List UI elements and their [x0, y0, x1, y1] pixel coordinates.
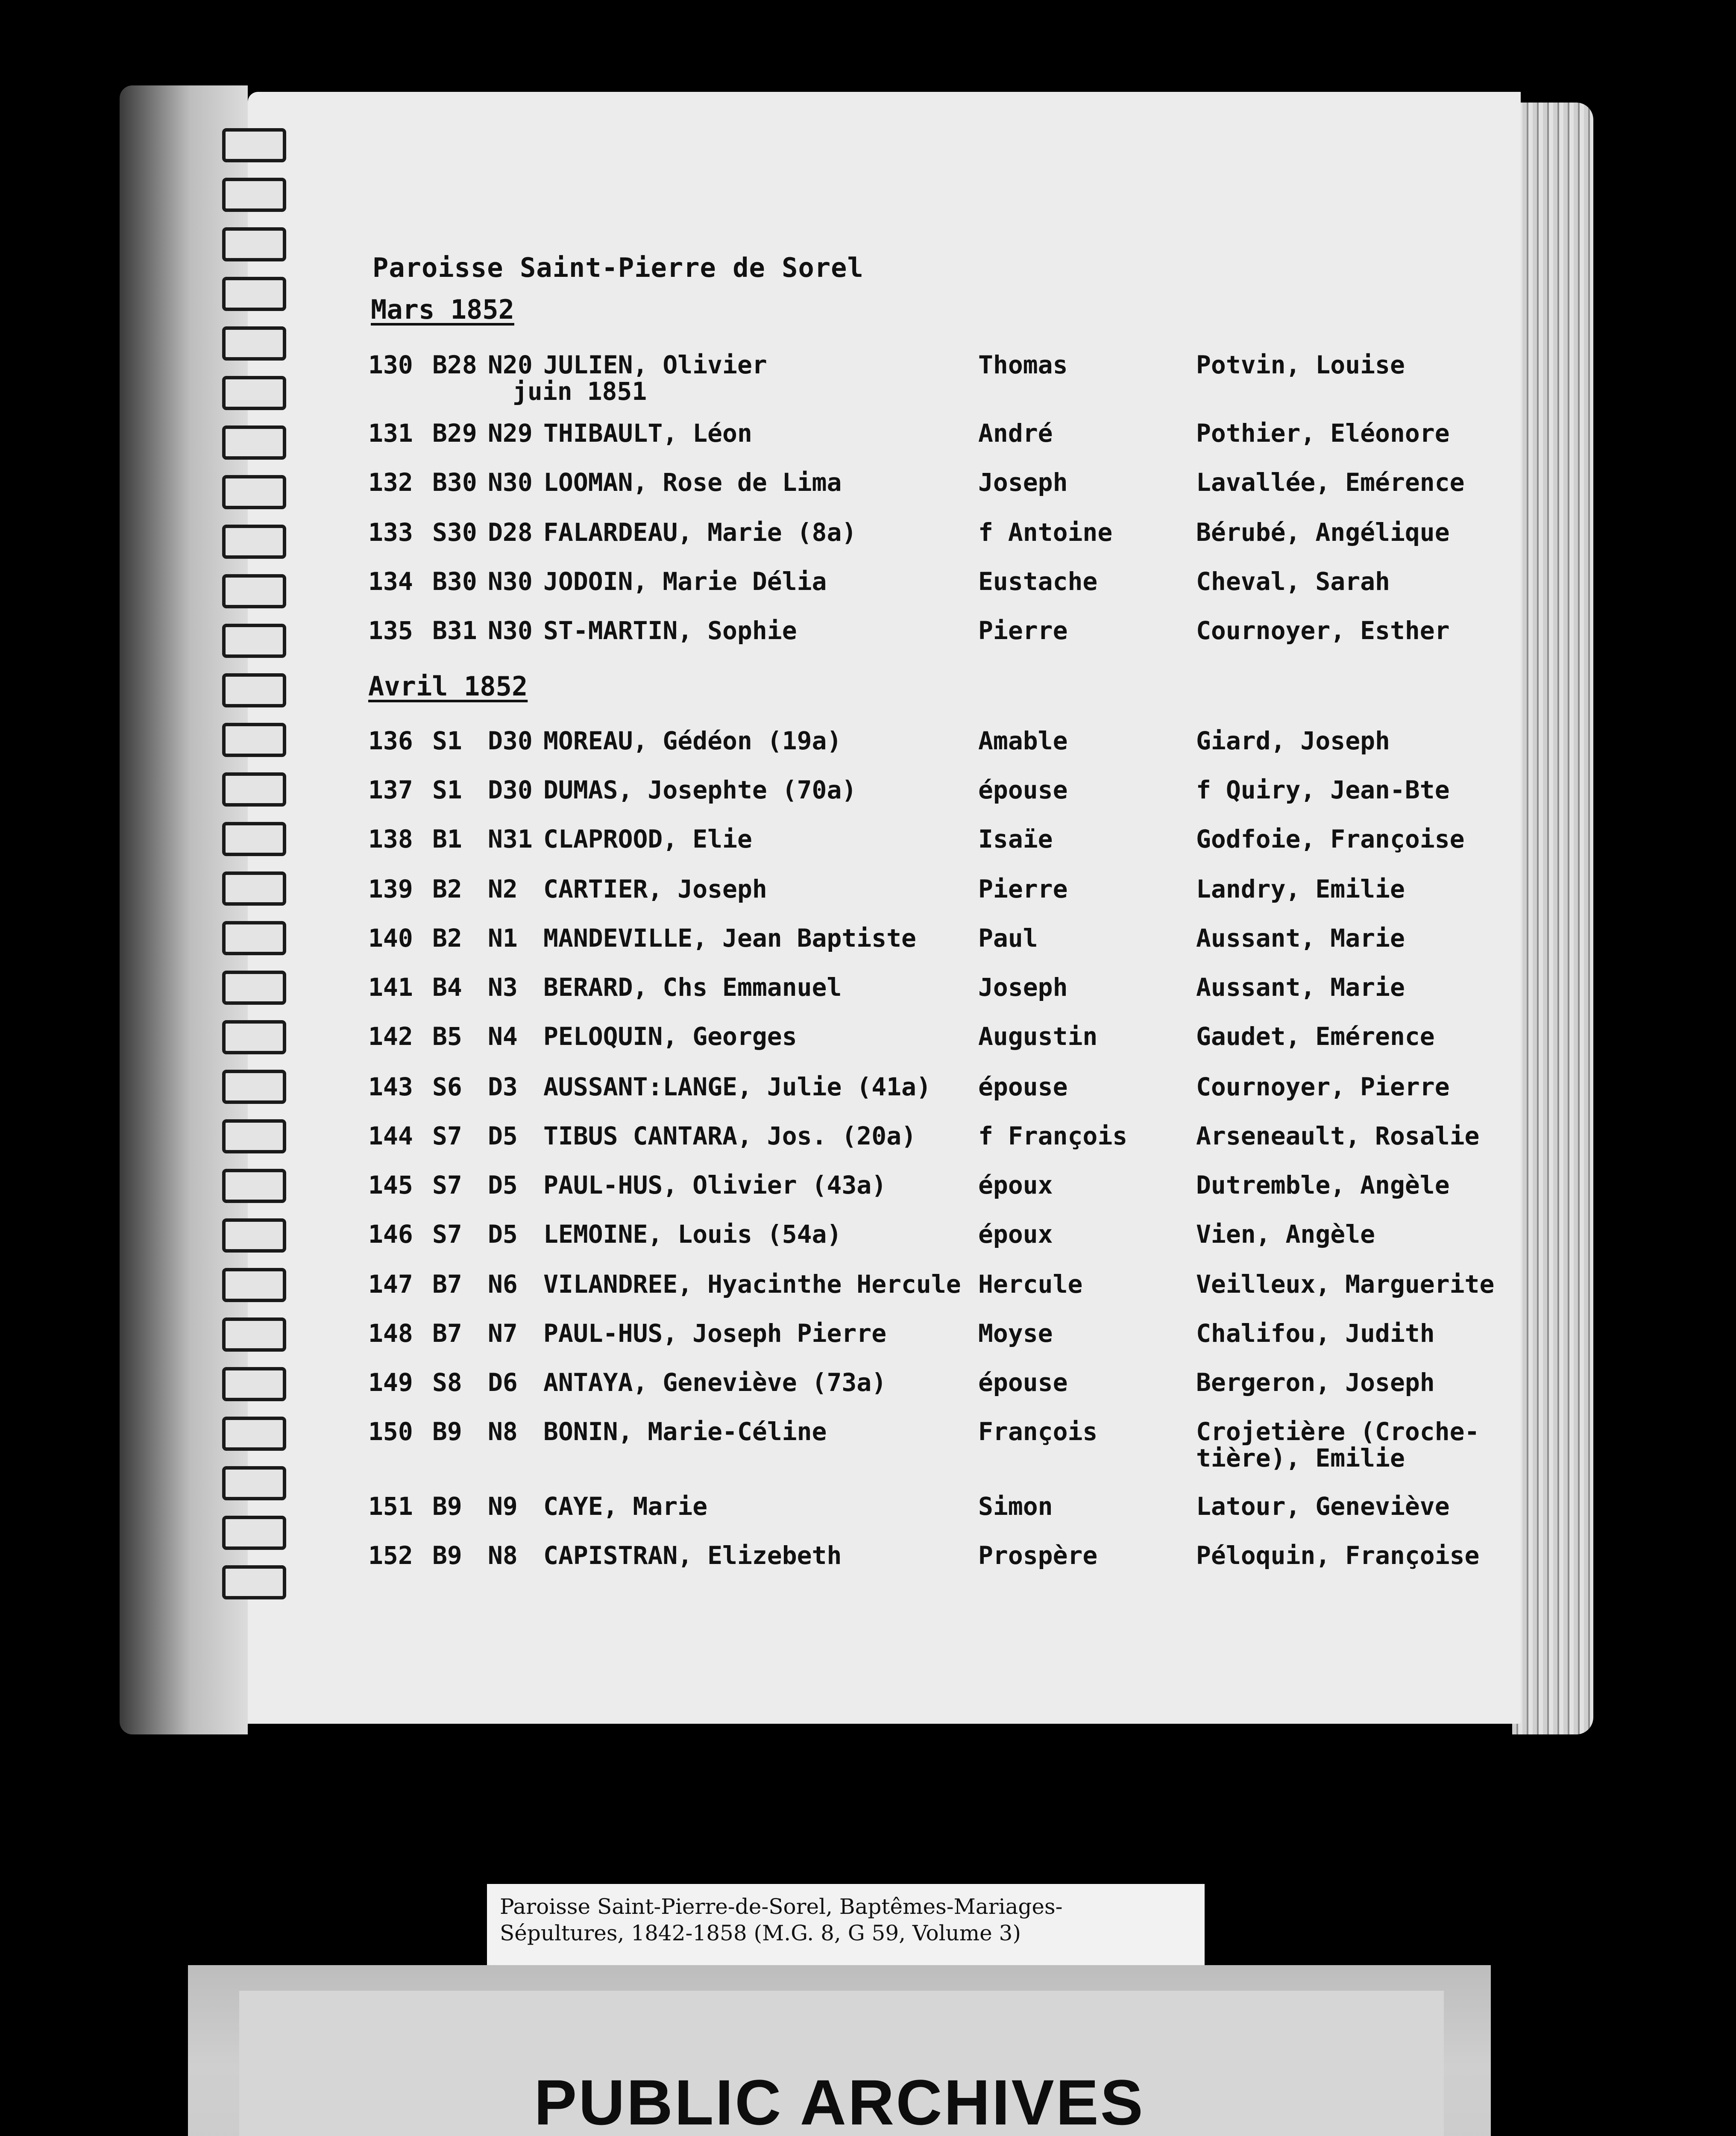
date-code: N30 — [488, 567, 533, 596]
entry-number: 130 — [368, 350, 413, 379]
act-code: S8 — [432, 1368, 462, 1397]
mother-name: Cournoyer, Esther — [1196, 616, 1450, 645]
mother-name: Dutremble, Angèle — [1196, 1171, 1450, 1200]
page-stack-edge — [1512, 103, 1593, 1734]
father-name: Joseph — [978, 973, 1068, 1002]
father-name: Pierre — [978, 616, 1068, 645]
person-name: CAPISTRAN, Elizebeth — [543, 1541, 842, 1570]
date-code: N30 — [488, 468, 533, 497]
person-name: BONIN, Marie-Céline — [543, 1417, 827, 1446]
mother-name: Giard, Joseph — [1196, 726, 1390, 755]
mother-name: f Quiry, Jean-Bte — [1196, 775, 1450, 804]
entry-number: 137 — [368, 775, 413, 804]
binding-ring — [222, 673, 286, 707]
date-code: N30 — [488, 616, 533, 645]
table-row — [0, 874, 1736, 917]
table-row — [0, 726, 1736, 769]
act-code: B31 — [432, 616, 477, 645]
father-name: Thomas — [978, 350, 1068, 379]
date-code: N29 — [488, 419, 533, 448]
act-code: S7 — [432, 1121, 462, 1150]
entry-number: 150 — [368, 1417, 413, 1446]
entry-number: 149 — [368, 1368, 413, 1397]
act-code: B28 — [432, 350, 477, 379]
microfilm-caption — [487, 1884, 1205, 1969]
mother-name: Godfoie, Françoise — [1196, 824, 1465, 854]
entry-number: 142 — [368, 1022, 413, 1051]
entry-number: 143 — [368, 1072, 413, 1101]
table-row — [0, 1022, 1736, 1065]
act-code: S1 — [432, 775, 462, 804]
person-name: CAYE, Marie — [543, 1492, 708, 1521]
banner-line: PUBLIC ARCHIVES — [534, 2066, 1145, 2136]
act-code: B7 — [432, 1270, 462, 1299]
birth-date-note: juin 1851 — [513, 377, 647, 406]
father-name: Pierre — [978, 874, 1068, 904]
act-code: B9 — [432, 1417, 462, 1446]
person-name: ANTAYA, Geneviève (73a) — [543, 1368, 887, 1397]
mother-name: Crojetière (Croche- — [1196, 1417, 1480, 1446]
table-row — [0, 1171, 1736, 1213]
table-row — [0, 1417, 1736, 1460]
act-code: B7 — [432, 1319, 462, 1348]
entry-number: 133 — [368, 518, 413, 547]
father-name: Moyse — [978, 1319, 1053, 1348]
mother-name: Chalifou, Judith — [1196, 1319, 1435, 1348]
person-name: ST-MARTIN, Sophie — [543, 616, 797, 645]
father-name: Paul — [978, 924, 1038, 953]
entry-number: 144 — [368, 1121, 413, 1150]
month-heading: Avril 1852 — [368, 671, 528, 702]
date-code: D3 — [488, 1072, 518, 1101]
archives-banner — [188, 1965, 1491, 2136]
act-code: B1 — [432, 824, 462, 854]
date-code: D30 — [488, 775, 533, 804]
month-heading: Mars 1852 — [371, 294, 514, 325]
table-row — [0, 1220, 1736, 1262]
person-name: BERARD, Chs Emmanuel — [543, 973, 842, 1002]
entry-number: 152 — [368, 1541, 413, 1570]
act-code: B29 — [432, 419, 477, 448]
person-name: PAUL-HUS, Olivier (43a) — [543, 1171, 887, 1200]
person-name: JULIEN, Olivier — [543, 350, 767, 379]
mother-name: Landry, Emilie — [1196, 874, 1405, 904]
mother-name: Gaudet, Emérence — [1196, 1022, 1435, 1051]
table-row — [0, 1072, 1736, 1115]
binding-ring — [222, 227, 286, 261]
person-name: DUMAS, Josephte (70a) — [543, 775, 857, 804]
mother-name: Cournoyer, Pierre — [1196, 1072, 1450, 1101]
act-code: S7 — [432, 1220, 462, 1249]
mother-name: Aussant, Marie — [1196, 924, 1405, 953]
father-name: époux — [978, 1220, 1053, 1249]
person-name: MOREAU, Gédéon (19a) — [543, 726, 842, 755]
act-code: B2 — [432, 924, 462, 953]
table-row — [0, 775, 1736, 818]
person-name: FALARDEAU, Marie (8a) — [543, 518, 857, 547]
act-code: B5 — [432, 1022, 462, 1051]
person-name: PELOQUIN, Georges — [543, 1022, 797, 1051]
act-code: S7 — [432, 1171, 462, 1200]
person-name: VILANDREE, Hyacinthe Hercule — [543, 1270, 961, 1299]
date-code: N31 — [488, 824, 533, 854]
person-name: TIBUS CANTARA, Jos. (20a) — [543, 1121, 916, 1150]
table-row — [0, 1541, 1736, 1584]
mother-name-continued: tière), Emilie — [1196, 1444, 1405, 1473]
entry-number: 140 — [368, 924, 413, 953]
entry-number: 147 — [368, 1270, 413, 1299]
father-name: André — [978, 419, 1053, 448]
entry-number: 138 — [368, 824, 413, 854]
date-code: D5 — [488, 1220, 518, 1249]
entry-number: 131 — [368, 419, 413, 448]
table-row — [0, 824, 1736, 867]
date-code: N20 — [488, 350, 533, 379]
person-name: LOOMAN, Rose de Lima — [543, 468, 842, 497]
person-name: THIBAULT, Léon — [543, 419, 752, 448]
mother-name: Vien, Angèle — [1196, 1220, 1375, 1249]
entry-number: 141 — [368, 973, 413, 1002]
date-code: N7 — [488, 1319, 518, 1348]
caption-line: Paroisse Saint-Pierre-de-Sorel, Baptêmes-Mariages- — [500, 1894, 1063, 1919]
act-code: B9 — [432, 1541, 462, 1570]
mother-name: Aussant, Marie — [1196, 973, 1405, 1002]
table-row — [0, 1121, 1736, 1164]
mother-name: Cheval, Sarah — [1196, 567, 1390, 596]
father-name: épouse — [978, 1072, 1068, 1101]
entry-number: 151 — [368, 1492, 413, 1521]
father-name: Simon — [978, 1492, 1053, 1521]
father-name: François — [978, 1417, 1098, 1446]
date-code: N6 — [488, 1270, 518, 1299]
mother-name: Potvin, Louise — [1196, 350, 1405, 379]
table-row — [0, 924, 1736, 966]
mother-name: Péloquin, Françoise — [1196, 1541, 1480, 1570]
table-row — [0, 616, 1736, 659]
mother-name: Bérubé, Angélique — [1196, 518, 1450, 547]
entry-number: 132 — [368, 468, 413, 497]
table-row — [0, 468, 1736, 511]
father-name: Joseph — [978, 468, 1068, 497]
father-name: f François — [978, 1121, 1128, 1150]
date-code: N8 — [488, 1541, 518, 1570]
entry-number: 134 — [368, 567, 413, 596]
mother-name: Latour, Geneviève — [1196, 1492, 1450, 1521]
mother-name: Veilleux, Marguerite — [1196, 1270, 1495, 1299]
act-code: S30 — [432, 518, 477, 547]
person-name: AUSSANT:LANGE, Julie (41a) — [543, 1072, 931, 1101]
father-name: Augustin — [978, 1022, 1098, 1051]
person-name: CARTIER, Joseph — [543, 874, 767, 904]
father-name: Isaïe — [978, 824, 1053, 854]
date-code: D5 — [488, 1171, 518, 1200]
act-code: B30 — [432, 567, 477, 596]
act-code: B4 — [432, 973, 462, 1002]
date-code: N3 — [488, 973, 518, 1002]
act-code: S1 — [432, 726, 462, 755]
father-name: f Antoine — [978, 518, 1113, 547]
entry-number: 135 — [368, 616, 413, 645]
date-code: N9 — [488, 1492, 518, 1521]
date-code: N8 — [488, 1417, 518, 1446]
person-name: MANDEVILLE, Jean Baptiste — [543, 924, 916, 953]
act-code: S6 — [432, 1072, 462, 1101]
date-code: N4 — [488, 1022, 518, 1051]
date-code: D5 — [488, 1121, 518, 1150]
person-name: PAUL-HUS, Joseph Pierre — [543, 1319, 887, 1348]
entry-number: 145 — [368, 1171, 413, 1200]
father-name: Eustache — [978, 567, 1098, 596]
entry-number: 146 — [368, 1220, 413, 1249]
page-title: Paroisse Saint-Pierre de Sorel — [372, 252, 864, 283]
mother-name: Bergeron, Joseph — [1196, 1368, 1435, 1397]
table-row — [0, 419, 1736, 461]
act-code: B30 — [432, 468, 477, 497]
table-row — [0, 973, 1736, 1015]
entry-number: 148 — [368, 1319, 413, 1348]
date-code: D28 — [488, 518, 533, 547]
father-name: époux — [978, 1171, 1053, 1200]
binding-ring — [222, 277, 286, 311]
mother-name: Pothier, Eléonore — [1196, 419, 1450, 448]
table-row — [0, 567, 1736, 610]
binding-ring — [222, 128, 286, 162]
act-code: B9 — [432, 1492, 462, 1521]
person-name: CLAPROOD, Elie — [543, 824, 752, 854]
act-code: B2 — [432, 874, 462, 904]
table-row — [0, 1492, 1736, 1535]
date-code: D30 — [488, 726, 533, 755]
table-row — [0, 1270, 1736, 1312]
person-name: JODOIN, Marie Délia — [543, 567, 827, 596]
table-row — [0, 1319, 1736, 1361]
date-code: N1 — [488, 924, 518, 953]
father-name: Hercule — [978, 1270, 1083, 1299]
table-row — [0, 350, 1736, 393]
father-name: épouse — [978, 775, 1068, 804]
table-row — [0, 518, 1736, 560]
caption-line: Sépultures, 1842-1858 (M.G. 8, G 59, Volume 3) — [500, 1921, 1021, 1945]
father-name: Prospère — [978, 1541, 1098, 1570]
date-code: N2 — [488, 874, 518, 904]
entry-number: 139 — [368, 874, 413, 904]
date-code: D6 — [488, 1368, 518, 1397]
father-name: épouse — [978, 1368, 1068, 1397]
table-row — [0, 1368, 1736, 1411]
father-name: Amable — [978, 726, 1068, 755]
mother-name: Arseneault, Rosalie — [1196, 1121, 1480, 1150]
entry-number: 136 — [368, 726, 413, 755]
binding-ring — [222, 178, 286, 212]
person-name: LEMOINE, Louis (54a) — [543, 1220, 842, 1249]
mother-name: Lavallée, Emérence — [1196, 468, 1465, 497]
